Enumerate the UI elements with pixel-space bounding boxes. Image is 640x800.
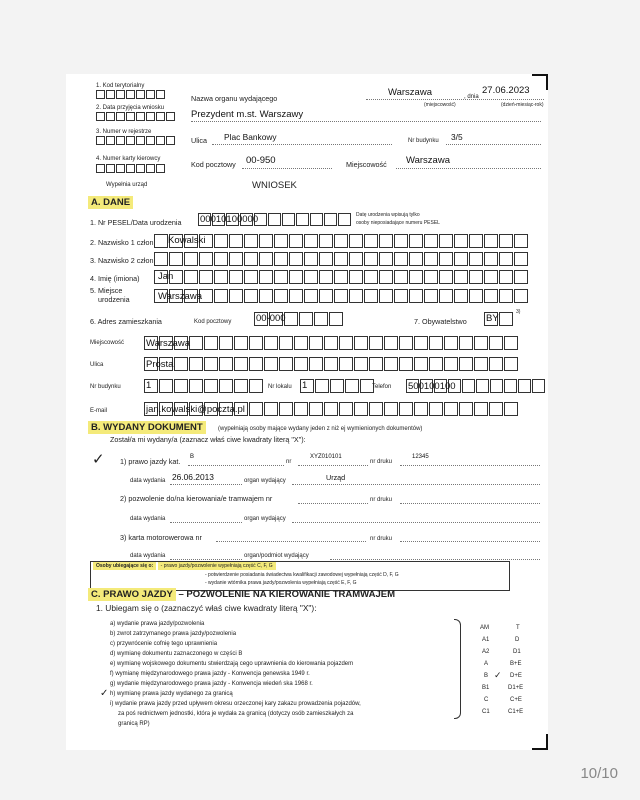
nr-budynku-value: 3/5 — [451, 132, 463, 142]
cat-a1[interactable]: A1 — [482, 637, 490, 643]
imie-boxes[interactable] — [154, 270, 529, 284]
a-telefon-value: 500100100 — [408, 381, 456, 392]
date-line — [366, 99, 544, 100]
b-item1-nr-line — [298, 465, 368, 466]
note-title: Osoby ubiegające się o: — [93, 562, 156, 570]
nr-budynku-label: Nr budynku — [408, 138, 439, 144]
c-item-h-checkmark[interactable]: ✓ — [100, 688, 109, 699]
pesel-value: 00010100000 — [200, 214, 259, 225]
nazwisko1-label: 2. Nazwisko 1 człon — [90, 238, 154, 247]
miejscowosc-label: Miejscowość — [346, 160, 387, 169]
ulica-label: Ulica — [191, 136, 207, 145]
organ-value: Prezydent m.st. Warszawy — [191, 109, 304, 120]
a-email-value: jan.kowalski@poczta.pl — [146, 404, 245, 415]
obywatelstwo-label: 7. Obywatelstwo — [414, 317, 467, 326]
application-form-page — [66, 74, 548, 750]
category-bracket — [454, 619, 461, 719]
b-item1-data-value: 26.06.2013 — [172, 472, 214, 482]
wypelnia-urzad-label: Wypełnia urząd — [106, 182, 148, 188]
section-c-title-rest: – POZWOLENIE NA KIEROWANIE TRAMWAJEM — [175, 589, 396, 600]
b-item1-nr-label: nr — [286, 459, 292, 465]
b-item1-kat: B — [190, 454, 195, 460]
cat-de[interactable]: D+E — [510, 673, 522, 679]
section-c-title-text: C. PRAWO JAZDY — [88, 588, 176, 601]
c-item-e[interactable]: e) wymianę wojskowego dokumentu stwierdzają cego uprawnienia do kierowania pojazdem — [110, 661, 354, 667]
adres-kod-value: 00-000 — [256, 313, 286, 324]
b-item1-data-line — [170, 484, 242, 485]
field-1-label: 1. Kod terytorialny — [96, 83, 145, 89]
field-2-label: 2. Data przyjęcia wniosku — [96, 105, 165, 111]
b-item3-organ-label: organ/podmiot wydający — [244, 553, 309, 559]
section-c-title — [88, 590, 395, 600]
miejsce-label-1: 5. Miejsce — [90, 286, 123, 295]
c-item-h[interactable]: h) wymianę prawa jazdy wydanego za granicą — [110, 691, 233, 697]
c-item-b[interactable]: b) zwrot zatrzymanego prawa jazdy/pozwolenia — [110, 631, 237, 637]
date-value: 27.06.2023 — [482, 85, 530, 96]
pesel-label: 1. Nr PESEL/Data urodzenia — [90, 218, 182, 227]
b-item1-nr-value: XYZ010101 — [310, 454, 342, 460]
a-email-label: E-mail — [90, 408, 108, 414]
cat-am[interactable]: AM — [480, 625, 489, 631]
section-a-title-text: A. DANE — [88, 196, 133, 209]
a-nr-budynku-boxes[interactable] — [144, 379, 264, 393]
cat-d1e[interactable]: D1+E — [508, 685, 524, 691]
kod-pocztowy-line — [242, 168, 332, 169]
note-line-3: - wydanie wtórnika prawa jazdy/pozwolenia wypełniają część E, F, G — [205, 580, 357, 586]
ulica-line — [212, 144, 392, 145]
a-ulica-boxes[interactable] — [144, 357, 519, 371]
b-item3-druk-line — [400, 541, 540, 542]
c-item-c[interactable]: c) przywrócenie cofnię tego uprawnienia — [110, 641, 218, 647]
adres-kod-label: Kod pocztowy — [194, 319, 232, 325]
cat-d[interactable]: D — [515, 637, 520, 643]
data-przyjecia-boxes[interactable] — [96, 112, 176, 121]
date-caption: (dzień-miesiąc-rok) — [501, 102, 544, 108]
form-title: WNIOSEK — [252, 180, 297, 191]
b-item2-organ-line — [292, 522, 540, 523]
section-a-title — [88, 198, 133, 208]
kod-pocztowy-value: 00-950 — [246, 155, 276, 166]
b-item1-kat-line — [188, 465, 284, 466]
a-nr-lokalu-value: 1 — [302, 380, 308, 391]
cat-d1[interactable]: D1 — [513, 649, 521, 655]
kod-terytorialny-boxes[interactable] — [96, 90, 166, 99]
cat-c[interactable]: C — [484, 697, 489, 703]
b-item2-label: 2) pozwolenie do/na kierowania/e tramwajem nr — [120, 494, 273, 503]
section-b-intro: Został/a mi wydany/a (zaznacz właś ciwe kwadraty literą "X"): — [110, 435, 306, 444]
note-line-2: - potwierdzenie posiadania świadectwa kwalifikacji zawodowej wypełniają część D, F, G — [205, 572, 399, 578]
a-ulica-label: Ulica — [90, 362, 104, 368]
page-counter: 10/10 — [580, 765, 618, 782]
numer-karty-kierowcy-boxes[interactable] — [96, 164, 166, 173]
b-item1-druk-label: nr druku — [370, 459, 393, 465]
a-miejscowosc-label: Miejscowość — [90, 340, 125, 346]
nazwisko1-boxes[interactable] — [154, 234, 529, 248]
cat-c1[interactable]: C1 — [482, 709, 490, 715]
miejsce-urodzenia-value: Warszawa — [158, 291, 202, 302]
c-item-a[interactable]: a) wydanie prawa jazdy/pozwolenia — [110, 621, 205, 627]
section-b-note-box — [90, 561, 510, 591]
section-b-title-note: (wypełniają osoby mające wydany jeden z niż ej wymienionych dokumentów) — [218, 426, 423, 432]
city-value: Warszawa — [388, 87, 432, 98]
cat-ce[interactable]: C+E — [510, 697, 522, 703]
organ-label: Nazwa organu wydającego — [191, 94, 278, 103]
field-3-label: 3. Numer w rejestrze — [96, 129, 152, 135]
b-item3-data-label: data wydania — [130, 553, 166, 559]
cat-be[interactable]: B+E — [510, 661, 522, 667]
place-caption: (miejscowość) — [424, 102, 456, 108]
section-c-intro: 1. Ubiegam się o (zaznaczyć właś ciwe kwadraty literą "X"): — [96, 603, 317, 613]
a-ulica-value: Prosta — [146, 359, 174, 370]
b-item1-druk-line — [400, 465, 540, 466]
ulica-value: Plac Bankowy — [224, 132, 277, 142]
b-item1-druk-value: 12345 — [412, 454, 429, 460]
a-telefon-label: Telefon — [372, 384, 392, 390]
obywatelstwo-note: 3) — [516, 309, 521, 315]
c-item-d[interactable]: d) wymianę dokumentu zaznaczonego w części B — [110, 651, 243, 657]
b-item3-organ-line — [330, 559, 540, 560]
imie-label: 4. Imię (imiona) — [90, 274, 140, 283]
miejsce-label-2: urodzenia — [98, 295, 130, 304]
a-nr-lokalu-label: Nr lokalu — [268, 384, 292, 390]
cat-a[interactable]: A — [484, 661, 489, 667]
b-item1-label: 1) prawo jazdy kat. — [120, 457, 181, 466]
c-item-i-cont-2: granicą RP) — [118, 721, 150, 727]
a-miejscowosc-boxes[interactable] — [144, 336, 519, 350]
date-prefix: , dnia — [464, 94, 479, 100]
corner-mark-bottom-right — [532, 734, 548, 750]
item1-checkmark[interactable]: ✓ — [92, 451, 105, 468]
a-miejscowosc-value: Warszawa — [146, 338, 190, 349]
section-b-title-text: B. WYDANY DOKUMENT — [88, 421, 206, 434]
nr-budynku-line — [446, 144, 541, 145]
obywatelstwo-value: BY — [486, 313, 499, 324]
b-item3-nr-line — [216, 541, 366, 542]
b-item2-data-label: data wydania — [130, 516, 166, 522]
nazwisko2-boxes[interactable] — [154, 252, 529, 266]
b-item1-organ-line — [292, 484, 540, 485]
a-nr-budynku-value: 1 — [146, 380, 152, 391]
b-item1-organ-label: organ wydający — [244, 478, 286, 484]
nazwisko2-label: 3. Nazwisko 2 człon — [90, 256, 154, 265]
corner-mark-top-right — [532, 74, 548, 90]
a-nr-lokalu-boxes[interactable] — [300, 379, 375, 393]
pesel-note-1: Datę urodzenia wpisują tylko — [356, 212, 420, 218]
cat-b1[interactable]: B1 — [482, 685, 490, 691]
b-item3-label: 3) karta motorowerowa nr — [120, 533, 202, 542]
b-item2-nr-line — [298, 503, 368, 504]
note-line-1: - prawo jazdy/pozwolenie wypełniają część C, F, G — [158, 562, 276, 570]
c-item-i[interactable]: i) wydanie prawa jazdy przed upływem okresu orzeczonej kary zakazu prowadzenia pojazdów, — [110, 701, 361, 707]
section-b-title — [88, 423, 206, 433]
pesel-note-2: osoby nieposiadające numeru PESEL — [356, 220, 440, 226]
a-nr-budynku-label: Nr budynku — [90, 384, 121, 390]
b-item2-organ-label: organ wydający — [244, 516, 286, 522]
b-item2-data-line — [170, 522, 242, 523]
kod-pocztowy-label: Kod pocztowy — [191, 160, 236, 169]
c-item-i-cont-1: za poś rednictwem jednostki, która je wydała za granicą (dotyczy osób zamieszkałych za — [118, 711, 354, 717]
cat-c1e[interactable]: C1+E — [508, 709, 524, 715]
miejscowosc-value: Warszawa — [406, 155, 450, 166]
cat-b[interactable]: B — [484, 673, 489, 679]
imie-value: Jan — [158, 271, 174, 282]
b-item1-organ-value: Urząd — [326, 473, 346, 482]
b-item1-data-label: data wydania — [130, 478, 166, 484]
c-item-f[interactable]: f) wymianę międzynarodowego prawa jazdy - Konwencja genewska 1949 r. — [110, 671, 310, 677]
cat-t[interactable]: T — [516, 625, 520, 631]
adres-label: 6. Adres zamieszkania — [90, 317, 162, 326]
organ-line — [191, 121, 541, 122]
cat-a2[interactable]: A2 — [482, 649, 490, 655]
b-item3-druk-label: nr druku — [370, 536, 393, 542]
b-item3-data-line — [170, 559, 242, 560]
miejscowosc-line — [396, 168, 541, 169]
c-item-g[interactable]: g) wydanie międzynarodowego prawa jazdy - Konwencja wiedeń ska 1968 r. — [110, 681, 313, 687]
field-4-label: 4. Numer karty kierowcy — [96, 156, 161, 162]
numer-w-rejestrze-boxes[interactable] — [96, 136, 176, 145]
note-title-row — [93, 564, 276, 569]
cat-b-checkmark[interactable]: ✓ — [494, 670, 502, 680]
nazwisko1-value: Kowalski — [168, 235, 206, 246]
b-item2-druk-label: nr druku — [370, 497, 393, 503]
b-item2-druk-line — [400, 503, 540, 504]
miejsce-urodzenia-boxes[interactable] — [154, 289, 529, 303]
